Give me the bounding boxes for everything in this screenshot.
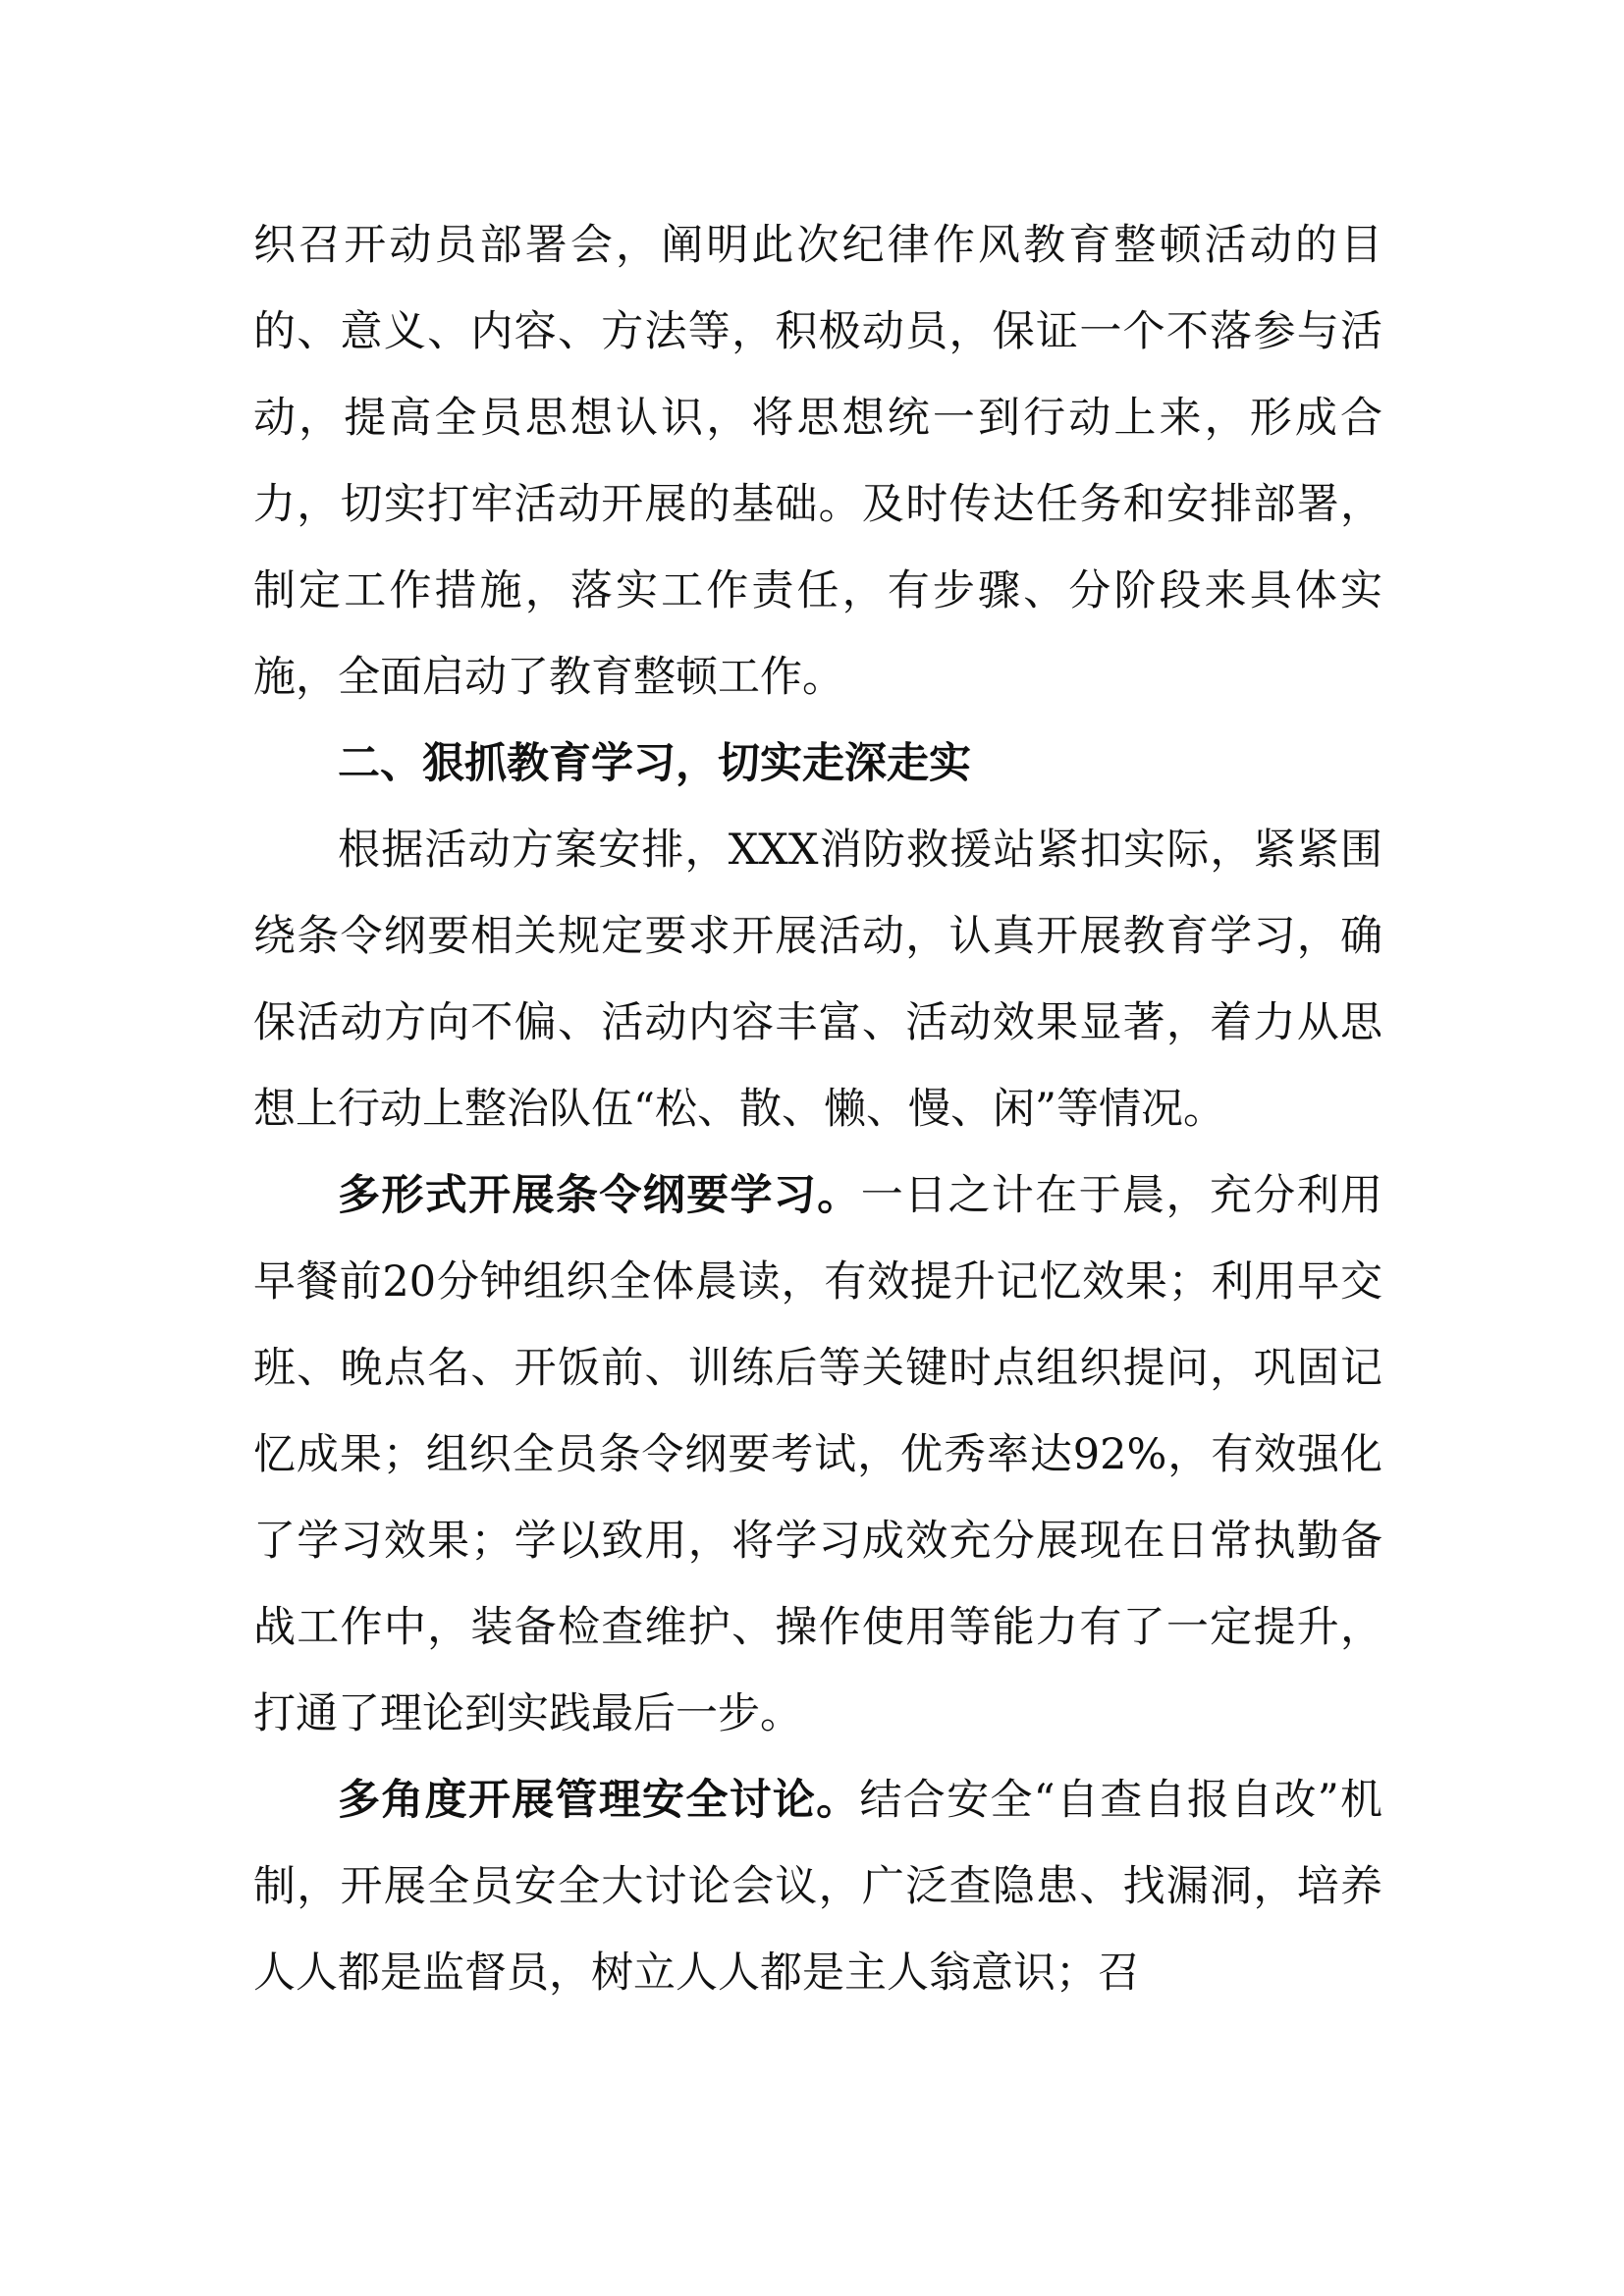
document-body: [253, 202, 1382, 2016]
section-2-intro-text: 根据活动方案安排，XXX消防救援站紧扣实际，紧紧围绕条令纲要相关规定要求开展活动，认真开展教育学习，确保活动方向不偏、活动内容丰富、活动效果显著，着力从思想上行动上整治队伍“松、散、懒、慢、闲”等情况。: [253, 826, 1382, 1134]
item-1-body: 一日之计在于晨，充分利用早餐前20分钟组织全体晨读，有效提升记忆效果；利用早交班、晚点名、开饭前、训练后等关键时点组织提问，巩固记忆成果；组织全员条令纲要考试，优秀率达92%，有效强化了学习效果；学以致用，将学习成效充分展现在日常执勤备战工作中，装备检查维护、操作使用等能力有了一定提升，打通了理论到实践最后一步。: [253, 1171, 1383, 1738]
item-1-lead: 多形式开展条令纲要学习。: [338, 1171, 861, 1220]
paragraph-continued-text: 织召开动员部署会，阐明此次纪律作风教育整顿活动的目的、意义、内容、方法等，积极动员，保证一个不落参与活动，提高全员思想认识，将思想统一到行动上来，形成合力，切实打牢活动开展的基础。及时传达任务和安排部署，制定工作措施，落实工作责任，有步骤、分阶段来具体实施，全面启动了教育整顿工作。: [253, 221, 1382, 702]
section-2-intro-paragraph: [253, 807, 1382, 1152]
item-2-lead: 多角度开展管理安全讨论。: [338, 1776, 860, 1825]
item-1-paragraph: [253, 1152, 1382, 1757]
item-2-body: 结合安全“自查自报自改”机制，开展全员安全大讨论会议，广泛查隐患、找漏洞，培养人人都是监督员，树立人人都是主人翁意识；召: [253, 1776, 1382, 1998]
section-heading-2-text: 二、狠抓教育学习，切实走深走实: [338, 739, 971, 788]
section-heading-2: [253, 721, 1382, 807]
paragraph-continued: [253, 202, 1382, 721]
item-2-paragraph: [253, 1757, 1382, 2016]
